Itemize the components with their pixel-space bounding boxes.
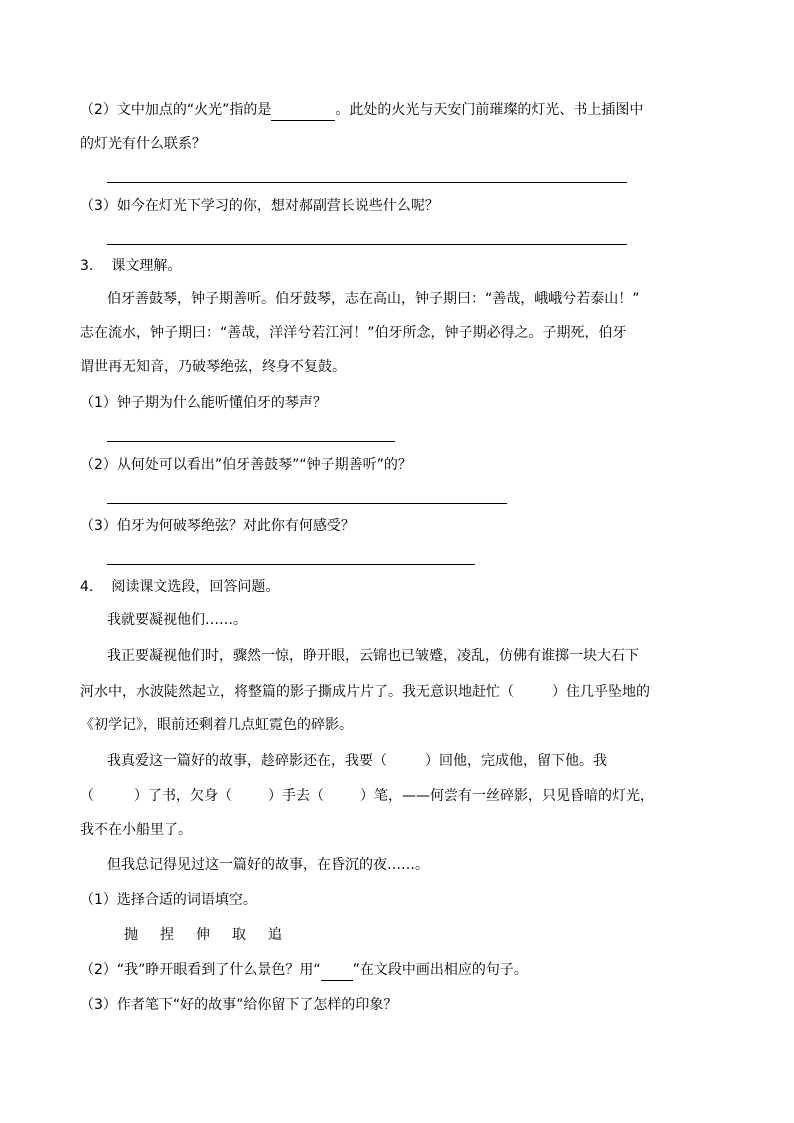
question-text: （2）“我”睁开眼看到了什么景色？用“ [80, 962, 321, 978]
word-choices [124, 925, 282, 945]
answer-blank[interactable] [271, 100, 335, 121]
section-number: 4. [80, 579, 94, 595]
passage-line: 伯牙善鼓琴，钟子期善听。伯牙鼓琴，志在高山，钟子期曰：“善哉，峨峨兮若泰山！” [107, 291, 640, 307]
section-title: 课文理解。 [111, 258, 182, 274]
answer-line[interactable] [107, 182, 627, 183]
section-number: 3. [80, 258, 94, 274]
word-choice: 追 [268, 927, 282, 943]
passage-text: ）了书，欠身（ [134, 788, 232, 804]
passage-text: 我真爱这一篇好的故事，趁碎影还在，我要（ [107, 753, 387, 769]
question-2-2-continued: 的灯光有什么联系？ [80, 136, 206, 152]
passage-line: 谓世再无知音，乃破琴绝弦，终身不复鼓。 [80, 359, 346, 375]
question-text: ”在文段中画出相应的句子。 [352, 962, 528, 978]
passage-text: ）笔，——何尝有一丝碎影，只见昏暗的灯光， [360, 788, 654, 804]
question-3-2: （2）从何处可以看出”伯牙善鼓琴”“钟子期善听”的？ [80, 457, 412, 473]
question-text: 。此处的火光与天安门前璀璨的灯光、书上插图中 [335, 102, 644, 118]
passage-text: ）住几乎坠地的 [552, 684, 650, 700]
question-2-2 [80, 100, 643, 121]
passage-line: 我就要凝视他们……。 [107, 612, 247, 628]
word-choice: 伸 [196, 927, 210, 943]
word-choice: 取 [232, 927, 246, 943]
answer-line[interactable] [107, 441, 395, 442]
question-4-1: （1）选择合适的词语填空。 [80, 892, 257, 908]
passage-text: 河水中，水波陡然起立，将整篇的影子撕成片片了。我无意识地赶忙（ [80, 684, 514, 700]
question-text: （2）文中加点的“火光”指的是 [80, 102, 272, 118]
question-3-3: （3）伯牙为何破琴绝弦？对此你有何感受？ [80, 518, 355, 534]
question-3-1: （1）钟子期为什么能听懂伯牙的琴声？ [80, 395, 327, 411]
passage-line [107, 751, 607, 771]
answer-line[interactable] [107, 564, 475, 565]
question-4-3: （3）作者笔下“好的故事”给你留下了怎样的印象？ [80, 997, 398, 1013]
question-4-2 [80, 960, 528, 981]
passage-line: 我正要凝视他们时，骤然一惊，睁开眼，云锦也已皱蹙，凌乱，仿佛有谁掷一块大石下 [107, 648, 639, 664]
passage-line [80, 682, 650, 702]
word-choice: 抛 [124, 927, 138, 943]
passage-text: （ [80, 788, 94, 804]
underline-mark [321, 960, 353, 981]
word-choice: 捏 [160, 927, 174, 943]
passage-text: ）回他，完成他，留下他。我 [425, 753, 607, 769]
section-title: 阅读课文选段，回答问题。 [111, 579, 280, 595]
passage-line: 我不在小船里了。 [80, 822, 192, 838]
answer-line[interactable] [107, 503, 507, 504]
passage-text: ）手去（ [268, 788, 324, 804]
passage-line: 《初学记》，眼前还剩着几点虹霓色的碎影。 [80, 717, 353, 733]
question-2-3: （3）如今在灯光下学习的你，想对郝副营长说些什么呢？ [80, 198, 439, 214]
answer-line[interactable] [107, 244, 627, 245]
passage-line: 但我总记得见过这一篇好的故事，在昏沉的夜……。 [107, 857, 429, 873]
passage-line [80, 786, 654, 806]
section-4-heading [80, 577, 279, 597]
passage-line: 志在流水，钟子期曰：“善哉，洋洋兮若江河！”伯牙所念，钟子期必得之。子期死，伯牙 [80, 325, 627, 341]
section-3-heading [80, 256, 181, 276]
